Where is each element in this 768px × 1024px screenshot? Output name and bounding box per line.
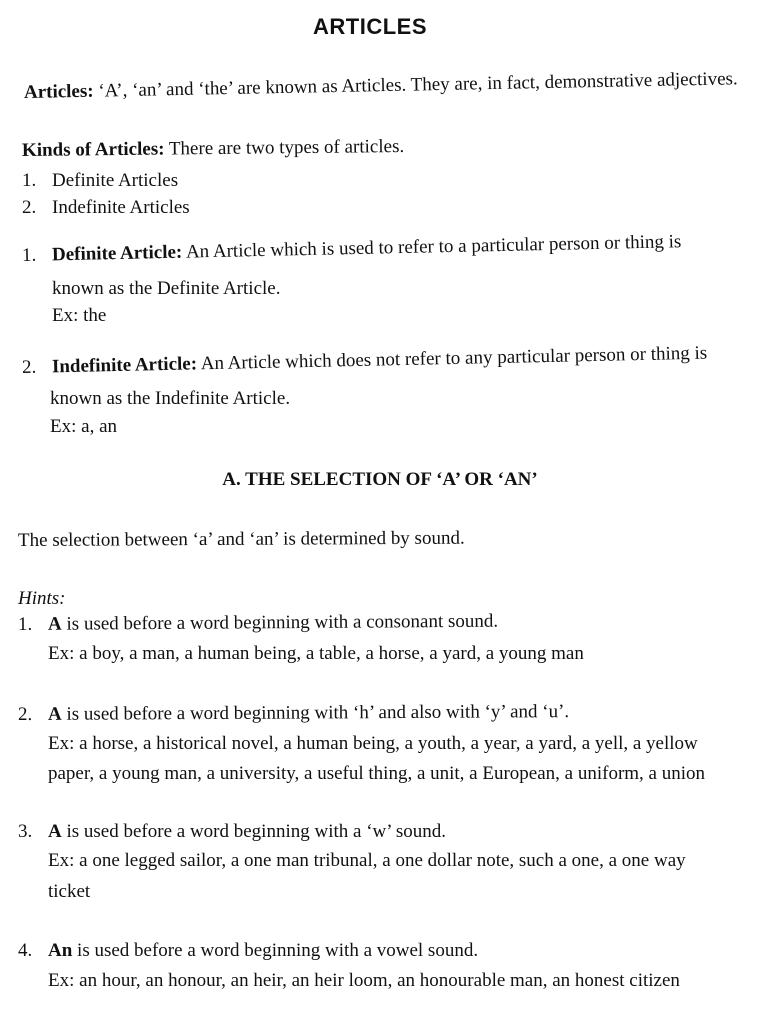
hint-example: Ex: a boy, a man, a human being, a table, a horse, a yard, a young man bbox=[48, 643, 584, 664]
selection-intro: The selection between ‘a’ and ‘an’ is determined by sound. bbox=[17, 527, 465, 551]
hint-article: A bbox=[47, 703, 62, 725]
hint-item bbox=[18, 701, 569, 726]
list-text: Indefinite Articles bbox=[52, 197, 190, 218]
definition-definite bbox=[22, 231, 682, 267]
list-item bbox=[22, 170, 178, 192]
list-number: 1. bbox=[21, 244, 37, 266]
list-item bbox=[22, 197, 190, 219]
hint-rule: is used before a word beginning with a vowel sound. bbox=[72, 940, 479, 961]
hint-article: A bbox=[47, 613, 62, 635]
definition-text: An Article which is used to refer to a particular person or thing is bbox=[182, 231, 682, 263]
definition-term: Definite Article: bbox=[51, 241, 183, 266]
kinds-heading bbox=[22, 136, 404, 162]
definition-example: Ex: the bbox=[52, 305, 107, 326]
definition-term: Indefinite Article: bbox=[51, 353, 198, 378]
list-number: 1. bbox=[22, 170, 37, 191]
hint-example: Ex: a one legged sailor, a one man tribunal, a one dollar note, such a one, a one way bbox=[48, 850, 686, 871]
definition-continuation: known as the Definite Article. bbox=[52, 278, 281, 299]
list-text: Definite Articles bbox=[52, 170, 179, 191]
kinds-label: Kinds of Articles: bbox=[21, 138, 165, 161]
list-number: 2. bbox=[17, 703, 33, 725]
hint-article: A bbox=[48, 821, 62, 842]
intro-paragraph bbox=[24, 68, 738, 104]
definition-indefinite bbox=[22, 343, 708, 379]
hint-example: Ex: a horse, a historical novel, a human being, a youth, a year, a yard, a yell, a yellow bbox=[48, 733, 698, 754]
hint-example: Ex: an hour, an honour, an heir, an heir loom, an honourable man, an honest citizen bbox=[48, 970, 680, 991]
kinds-text: There are two types of articles. bbox=[164, 135, 405, 160]
hint-example-continuation: paper, a young man, a university, a useful thing, a unit, a European, a uniform, a union bbox=[48, 763, 706, 784]
list-number: 1. bbox=[17, 613, 33, 635]
hint-rule: is used before a word beginning with ‘h’ and also with ‘y’ and ‘u’. bbox=[61, 701, 570, 725]
hint-item bbox=[18, 611, 498, 636]
page-title: ARTICLES bbox=[313, 14, 427, 39]
intro-text: ‘A’, ‘an’ and ‘the’ are known as Articles. They are, in fact, demonstrative adjectives. bbox=[93, 68, 738, 102]
list-number: 2. bbox=[21, 356, 37, 378]
list-number: 4. bbox=[18, 940, 33, 961]
definition-text: An Article which does not refer to any particular person or thing is bbox=[196, 342, 708, 375]
list-number: 2. bbox=[22, 197, 37, 218]
hint-example-continuation: ticket bbox=[48, 881, 91, 902]
definition-example: Ex: a, an bbox=[50, 416, 118, 437]
hint-item bbox=[18, 940, 478, 962]
list-number: 3. bbox=[18, 821, 33, 842]
definition-continuation: known as the Indefinite Article. bbox=[50, 388, 291, 409]
intro-label: Articles: bbox=[23, 80, 94, 103]
hint-rule: is used before a word beginning with a ‘w’ sound. bbox=[61, 821, 447, 842]
hint-item bbox=[18, 821, 446, 843]
hints-label: Hints: bbox=[18, 588, 66, 609]
section-heading: A. THE SELECTION OF ‘A’ OR ‘AN’ bbox=[222, 469, 538, 490]
hint-article: An bbox=[48, 940, 73, 961]
hint-rule: is used before a word beginning with a consonant sound. bbox=[61, 610, 499, 635]
